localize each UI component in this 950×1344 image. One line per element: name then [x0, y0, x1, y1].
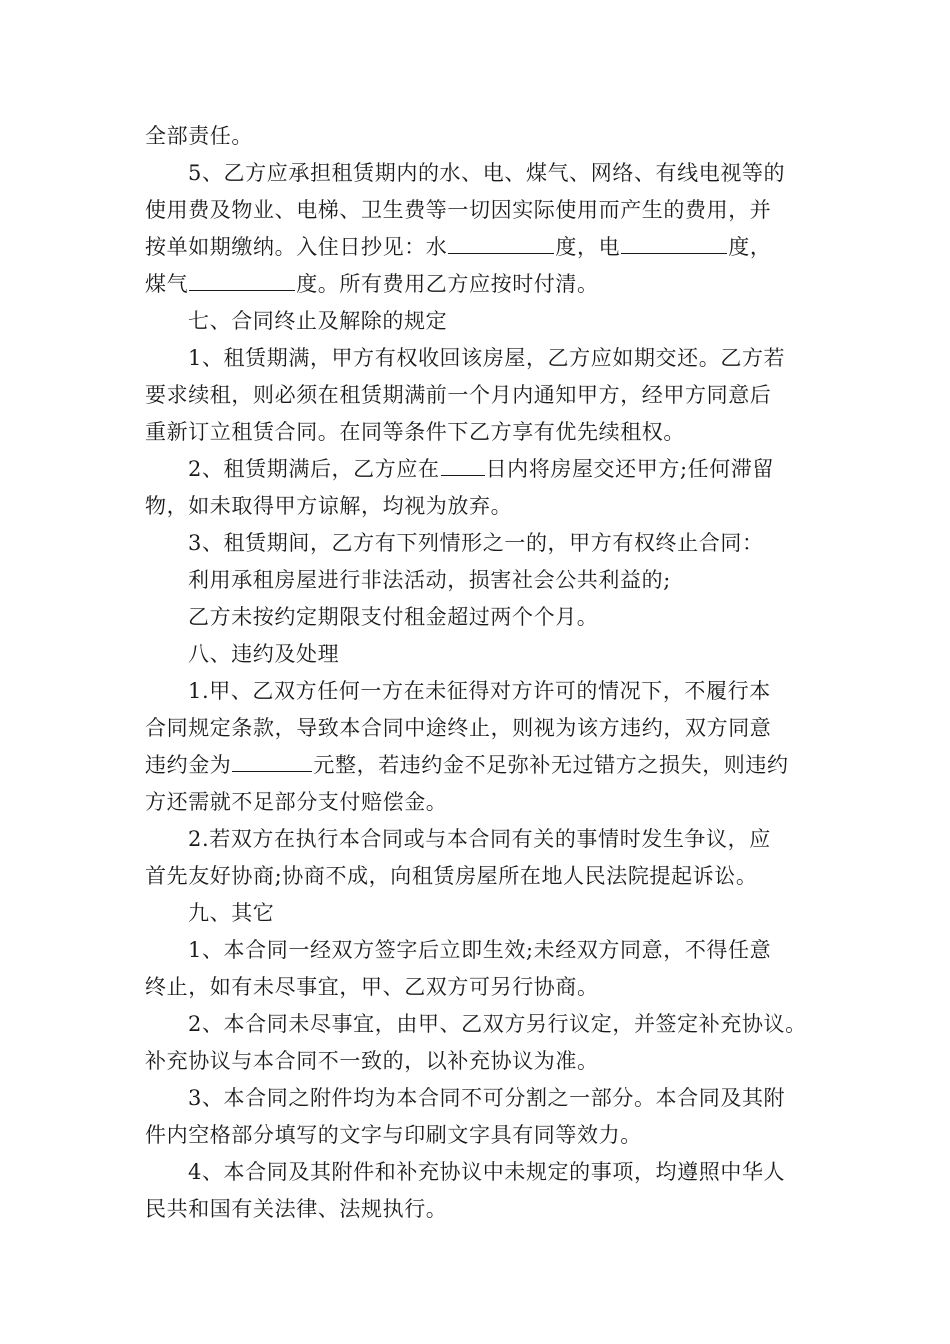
clause-return-line — [145, 451, 810, 488]
text-line: 合同规定条款，导致本合同中途终止，则视为该方违约，双方同意 — [145, 716, 772, 740]
text-segment: 日内将房屋交还甲方;任何滞留 — [485, 457, 775, 481]
clause-supplement: 2、本合同未尽事宜，由甲、乙双方另行议定，并签定补充协议。 — [188, 1012, 807, 1036]
text-line: 终止，如有未尽事宜，甲、乙双方可另行协商。 — [145, 975, 599, 999]
text-segment: 元整，若违约金不足弥补无过错方之损失，则违约 — [313, 753, 789, 777]
water-reading-blank — [448, 231, 554, 254]
text-segment: 按单如期缴纳。入住日抄见：水 — [145, 235, 448, 259]
clause-renewal: 1、租赁期满，甲方有权收回该房屋，乙方应如期交还。乙方若 — [188, 346, 786, 370]
text-segment: 度， — [728, 235, 772, 259]
return-days-blank — [441, 453, 485, 476]
text-line: 重新订立租赁合同。在同等条件下乙方享有优先续租权。 — [145, 420, 685, 444]
clause-utilities: 5、乙方应承担租赁期内的水、电、煤气、网络、有线电视等的 — [188, 161, 786, 185]
text-segment: 2、租赁期满后，乙方应在 — [188, 457, 440, 481]
clause-law: 4、本合同及其附件和补充协议中未规定的事项，均遵照中华人 — [188, 1160, 786, 1184]
text-line: 方还需就不足部分支付赔偿金。 — [145, 790, 448, 814]
text-line: 民共和国有关法律、法规执行。 — [145, 1197, 448, 1221]
termination-case: 利用承租房屋进行非法活动，损害社会公共利益的; — [188, 568, 671, 592]
text-segment: 煤气 — [145, 272, 189, 296]
text-line: 首先友好协商;协商不成，向租赁房屋所在地人民法院提起诉讼。 — [145, 864, 758, 888]
penalty-amount-blank — [232, 749, 312, 772]
text-segment: 违约金为 — [145, 753, 232, 777]
section-heading: 九、其它 — [188, 901, 275, 925]
gas-reading-blank — [189, 268, 295, 291]
text-line: 物，如未取得甲方谅解，均视为放弃。 — [145, 494, 513, 518]
text-line: 补充协议与本合同不一致的，以补充协议为准。 — [145, 1049, 599, 1073]
clause-dispute: 2.若双方在执行本合同或与本合同有关的事情时发生争议，应 — [188, 827, 771, 851]
section-heading: 七、合同终止及解除的规定 — [188, 309, 448, 333]
clause-termination: 3、租赁期间，乙方有下列情形之一的，甲方有权终止合同： — [188, 531, 764, 555]
section-heading: 八、违约及处理 — [188, 642, 340, 666]
electricity-reading-blank — [621, 231, 727, 254]
clause-effect: 1、本合同一经双方签字后立即生效;未经双方同意，不得任意 — [188, 938, 772, 962]
penalty-line — [145, 747, 810, 784]
text-line: 使用费及物业、电梯、卫生费等一切因实际使用而产生的费用，并 — [145, 198, 772, 222]
gas-reading-line — [145, 266, 810, 303]
clause-attachments: 3、本合同之附件均为本合同不可分割之一部分。本合同及其附 — [188, 1086, 786, 1110]
text-line: 件内空格部分填写的文字与印刷文字具有同等效力。 — [145, 1123, 642, 1147]
meter-reading-line — [145, 229, 810, 266]
clause-breach: 1.甲、乙双方任何一方在未征得对方许可的情况下，不履行本 — [188, 679, 771, 703]
text-segment: 度，电 — [555, 235, 621, 259]
text-line: 要求续租，则必须在租赁期满前一个月内通知甲方，经甲方同意后 — [145, 383, 772, 407]
text-segment: 度。所有费用乙方应按时付清。 — [296, 272, 599, 296]
termination-case: 乙方未按约定期限支付租金超过两个个月。 — [188, 605, 599, 629]
text-line: 全部责任。 — [145, 124, 253, 148]
